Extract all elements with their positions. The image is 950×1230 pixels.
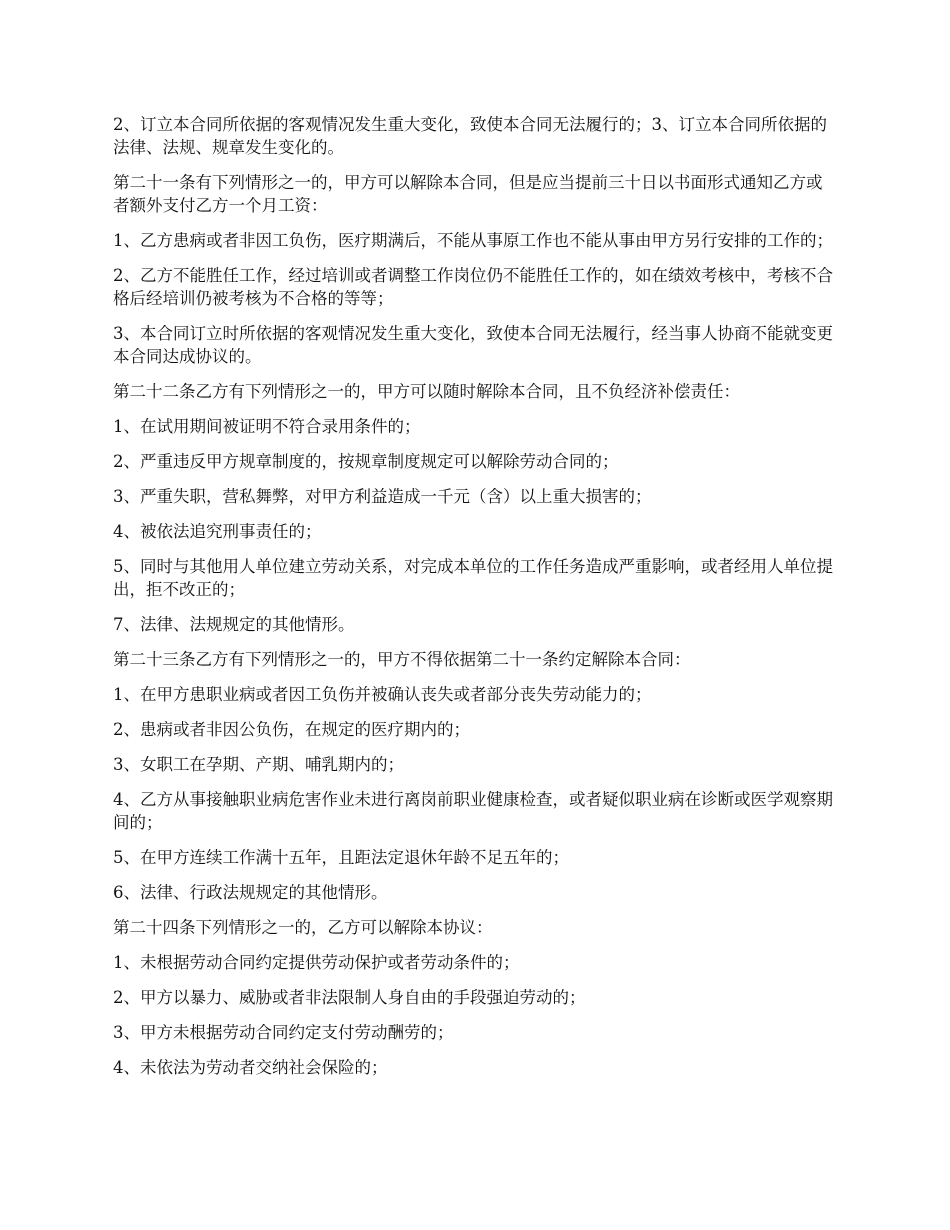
paragraph: 6、法律、行政法规规定的其他情形。 [113,883,388,902]
paragraph: 2、严重违反甲方规章制度的，按规章制度规定可以解除劳动合同的； [113,452,619,471]
paragraph: 1、在试用期间被证明不符合录用条件的； [113,417,421,436]
paragraph: 3、女职工在孕期、产期、哺乳期内的； [113,755,404,774]
paragraph: 3、严重失职，营私舞弊，对甲方利益造成一千元（含）以上重大损害的； [113,487,652,506]
article-21-heading: 第二十一条有下列情形之一的，甲方可以解除本合同，但是应当提前三十日以书面形式通知乙方或者额外支付乙方一个月工资： [113,173,823,215]
paragraph: 2、订立本合同所依据的客观情况发生重大变化，致使本合同无法履行的；3、订立本合同所依据的法律、法规、规章发生变化的。 [113,115,827,157]
paragraph: 4、乙方从事接触职业病危害作业未进行离岗前职业健康检查，或者疑似职业病在诊断或医学观察期间的； [113,790,833,832]
document-body [113,113,837,1091]
paragraph: 1、未根据劳动合同约定提供劳动保护或者劳动条件的； [113,953,520,972]
article-23-heading: 第二十三条乙方有下列情形之一的，甲方不得依据第二十一条约定解除本合同： [113,650,691,669]
paragraph: 1、在甲方患职业病或者因工负伤并被确认丧失或者部分丧失劳动能力的； [113,685,652,704]
paragraph: 1、乙方患病或者非因工负伤，医疗期满后，不能从事原工作也不能从事由甲方另行安排的工作的； [113,231,833,250]
article-24-heading: 第二十四条下列情形之一的，乙方可以解除本协议： [113,918,493,937]
paragraph: 4、被依法追究刑事责任的； [113,522,322,541]
paragraph: 3、本合同订立时所依据的客观情况发生重大变化，致使本合同无法履行，经当事人协商不能就变更本合同达成协议的。 [113,324,833,366]
paragraph: 3、甲方未根据劳动合同约定支付劳动酬劳的； [113,1023,454,1042]
paragraph: 4、未依法为劳动者交纳社会保险的； [113,1058,388,1077]
article-22-heading: 第二十二条乙方有下列情形之一的，甲方可以随时解除本合同，且不负经济补偿责任： [113,382,740,401]
paragraph: 7、法律、法规规定的其他情形。 [113,615,355,634]
paragraph: 2、患病或者非因公负伤，在规定的医疗期内的； [113,720,470,739]
paragraph: 2、甲方以暴力、威胁或者非法限制人身自由的手段强迫劳动的； [113,988,586,1007]
paragraph: 5、同时与其他用人单位建立劳动关系，对完成本单位的工作任务造成严重影响，或者经用人单位提出，拒不改正的； [113,557,833,599]
paragraph: 5、在甲方连续工作满十五年，且距法定退休年龄不足五年的； [113,848,569,867]
paragraph: 2、乙方不能胜任工作，经过培训或者调整工作岗位仍不能胜任工作的，如在绩效考核中，考核不合格后经培训仍被考核为不合格的等等； [113,266,833,308]
